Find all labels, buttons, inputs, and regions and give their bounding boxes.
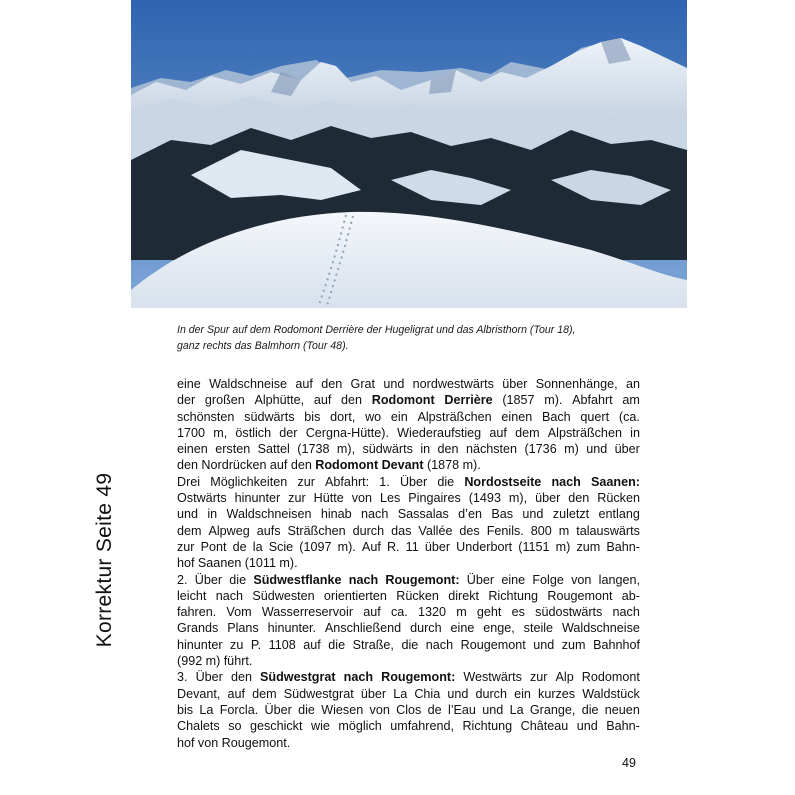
text-line: hof von Rougemont.	[177, 735, 291, 750]
page-number: 49	[622, 756, 636, 770]
text-line: (992 m) führt.	[177, 654, 253, 669]
text-line: Chalets so geschickt wie möglich umfahrend, Richtung Château und Bahn-	[177, 719, 640, 734]
correction-label-text: Korrektur Seite 49	[93, 472, 116, 648]
caption-line: ganz rechts das Balmhorn (Tour 48).	[177, 340, 349, 352]
text-line: der großen Alphütte, auf den Rodomont Derrière (1857 m). Abfahrt am	[177, 393, 640, 408]
text-line: 2. Über die Südwestflanke nach Rougemont: Über eine Folge von langen,	[177, 572, 640, 587]
caption-line: In der Spur auf dem Rodomont Derrière der Hugeligrat und das Albristhorn (Tour 18),	[177, 324, 576, 336]
text-line: schönsten südwärts bis dort, wo ein Alpsträßchen einen Bach quert (ca.	[177, 409, 640, 424]
text-line: zur Pont de la Scie (1097 m). Auf R. 11 über Underbort (1151 m) zum Bahn-	[177, 539, 640, 554]
text-line: 3. Über den Südwestgrat nach Rougemont: Westwärts zur Alp Rodomont	[177, 670, 640, 685]
mountain-illustration	[131, 0, 687, 308]
text-line: leicht nach Südwesten orientierten Rücken direkt Richtung Rougemont ab-	[177, 588, 640, 603]
route-description	[177, 376, 640, 751]
text-line: dem Alpweg aufs Sträßchen durch das Vallée des Fenils. 800 m talauswärts	[177, 523, 640, 538]
text-line: bis La Forcla. Über die Wiesen von Clos de l’Eau und La Grange, die neuen	[177, 702, 640, 717]
text-line: Drei Möglichkeiten zur Abfahrt: 1. Über die Nordostseite nach Saanen:	[177, 474, 640, 489]
text-line: hinunter zu P. 1108 auf die Straße, die nach Rougemont und zum Bahnhof	[177, 637, 640, 652]
text-line: und in Waldschneisen hinab nach Sassalas d’en Bas und zuletzt entlang	[177, 507, 640, 522]
text-line: Devant, auf dem Südwestgrat über La Chia und durch ein kurzes Waldstück	[177, 686, 640, 701]
text-line: 1700 m, östlich der Cergna-Hütte). Wiederaufstieg auf dem Alpsträßchen in	[177, 425, 640, 440]
text-line: Grands Plans hinunter. Anschließend durch eine enge, steile Waldschneise	[177, 621, 640, 636]
text-line: hof Saanen (1011 m).	[177, 556, 298, 571]
text-line: Ostwärts hinunter zur Hütte von Les Pingaires (1493 m), über den Rücken	[177, 491, 640, 506]
text-line: den Nordrücken auf den Rodomont Devant (1878 m).	[177, 458, 481, 473]
text-line: einen ersten Sattel (1738 m), südwärts in den nächsten (1736 m) und über	[177, 442, 640, 457]
text-line: fahren. Vom Wasserreservoir auf ca. 1320 m geht es südostwärts nach	[177, 605, 640, 620]
photo-caption	[177, 322, 647, 354]
text-line: eine Waldschneise auf den Grat und nordwestwärts über Sonnenhänge, an	[177, 377, 640, 391]
mountain-photo	[131, 0, 687, 308]
